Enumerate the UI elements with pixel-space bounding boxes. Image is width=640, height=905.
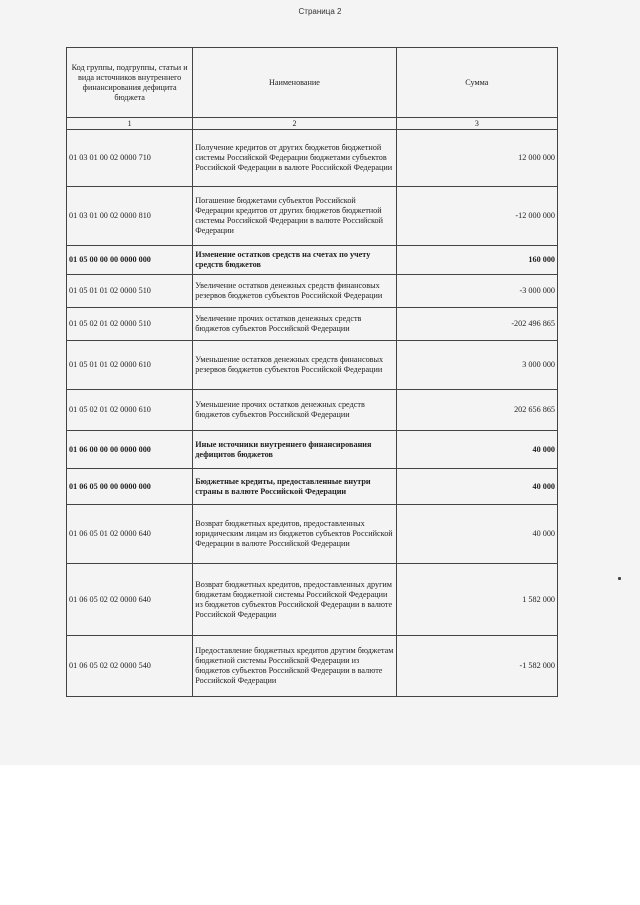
table-row (67, 130, 558, 187)
table-row (67, 564, 558, 636)
row-sum: -202 496 865 (396, 308, 557, 341)
row-sum: 40 000 (396, 505, 557, 564)
row-code: 01 06 00 00 00 0000 000 (67, 431, 193, 469)
table-row (67, 246, 558, 275)
row-sum: 3 000 000 (396, 341, 557, 390)
row-name: Уменьшение прочих остатков денежных средств бюджетов субъектов Российской Федерации (193, 390, 396, 431)
column-number-2: 2 (193, 118, 396, 130)
row-name: Увеличение прочих остатков денежных средств бюджетов субъектов Российской Федерации (193, 308, 396, 341)
table-header-row (67, 48, 558, 118)
header-code: Код группы, подгруппы, статьи и вида источников внутреннего финансирования дефицита бюджета (67, 48, 193, 118)
column-number-1: 1 (67, 118, 193, 130)
row-sum: -3 000 000 (396, 275, 557, 308)
column-number-3: 3 (396, 118, 557, 130)
header-sum: Сумма (396, 48, 557, 118)
scan-dot-mark (618, 577, 621, 580)
row-name: Изменение остатков средств на счетах по учету средств бюджетов (193, 246, 396, 275)
row-sum: 160 000 (396, 246, 557, 275)
row-sum: 40 000 (396, 431, 557, 469)
table-row (67, 469, 558, 505)
row-name: Бюджетные кредиты, предоставленные внутри страны в валюте Российской Федерации (193, 469, 396, 505)
header-name: Наименование (193, 48, 396, 118)
row-sum: 1 582 000 (396, 564, 557, 636)
table-row (67, 636, 558, 697)
row-code: 01 05 00 00 00 0000 000 (67, 246, 193, 275)
table-row (67, 390, 558, 431)
column-number-row (67, 118, 558, 130)
page-number-label: Страница 2 (298, 7, 342, 16)
row-code: 01 05 02 01 02 0000 610 (67, 390, 193, 431)
table-row (67, 308, 558, 341)
row-code: 01 05 01 01 02 0000 510 (67, 275, 193, 308)
row-name: Иные источники внутреннего финансирования дефицитов бюджетов (193, 431, 396, 469)
row-name: Уменьшение остатков денежных средств финансовых резервов бюджетов субъектов Российской Федерации (193, 341, 396, 390)
table-row (67, 505, 558, 564)
budget-sources-table (66, 47, 558, 697)
row-sum: -12 000 000 (396, 187, 557, 246)
row-name: Возврат бюджетных кредитов, предоставленных другим бюджетам бюджетной системы Российской Федерации из бюджетов субъектов Российской Федерации в валюте Российской Федерации (193, 564, 396, 636)
row-code: 01 06 05 02 02 0000 640 (67, 564, 193, 636)
row-code: 01 05 01 01 02 0000 610 (67, 341, 193, 390)
row-sum: 40 000 (396, 469, 557, 505)
row-name: Увеличение остатков денежных средств финансовых резервов бюджетов субъектов Российской Федерации (193, 275, 396, 308)
row-name: Возврат бюджетных кредитов, предоставленных юридическим лицам из бюджетов субъектов Российской Федерации в валюте Российской Федерации (193, 505, 396, 564)
table-row (67, 187, 558, 246)
row-name: Получение кредитов от других бюджетов бюджетной системы Российской Федерации бюджетами субъектов Российской Федерации в валюте Российской Федерации (193, 130, 396, 187)
row-name: Предоставление бюджетных кредитов другим бюджетам бюджетной системы Российской Федерации из бюджетов субъектов Российской Федерации в валюте Российской Федерации (193, 636, 396, 697)
table-row (67, 275, 558, 308)
table-row (67, 341, 558, 390)
row-name: Погашение бюджетами субъектов Российской Федерации кредитов от других бюджетов бюджетной системы Российской Федерации в валюте Российской Федерации (193, 187, 396, 246)
table-row (67, 431, 558, 469)
row-code: 01 06 05 00 00 0000 000 (67, 469, 193, 505)
row-sum: 12 000 000 (396, 130, 557, 187)
row-code: 01 05 02 01 02 0000 510 (67, 308, 193, 341)
row-code: 01 03 01 00 02 0000 810 (67, 187, 193, 246)
row-code: 01 03 01 00 02 0000 710 (67, 130, 193, 187)
row-code: 01 06 05 02 02 0000 540 (67, 636, 193, 697)
row-code: 01 06 05 01 02 0000 640 (67, 505, 193, 564)
row-sum: 202 656 865 (396, 390, 557, 431)
row-sum: -1 582 000 (396, 636, 557, 697)
